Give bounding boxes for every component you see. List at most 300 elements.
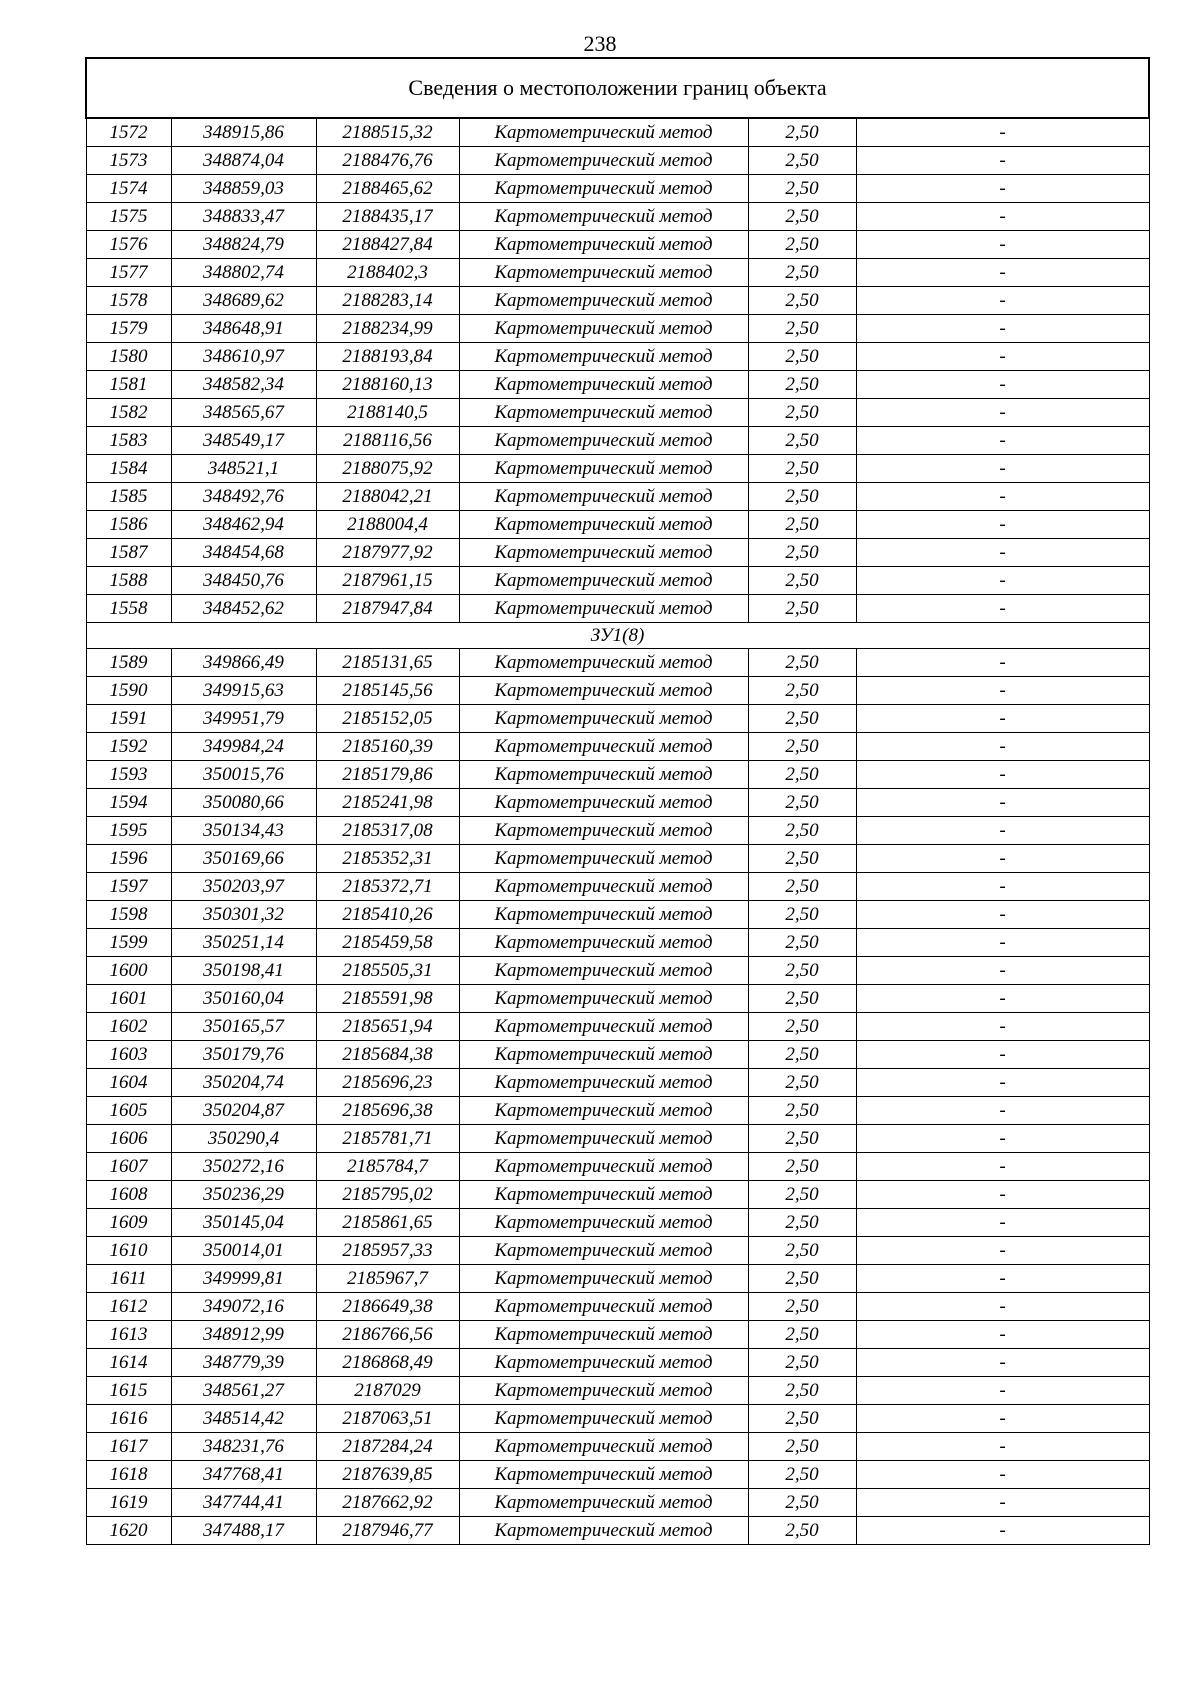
- x-coordinate-cell: 349951,79: [171, 705, 316, 733]
- method-cell: Картометрический метод: [459, 1349, 748, 1377]
- point-number-cell: 1572: [86, 118, 171, 147]
- accuracy-cell: 2,50: [748, 845, 856, 873]
- x-coordinate-cell: 347488,17: [171, 1517, 316, 1545]
- description-cell: -: [856, 1405, 1149, 1433]
- x-coordinate-cell: 350169,66: [171, 845, 316, 873]
- y-coordinate-cell: 2188140,5: [316, 399, 459, 427]
- y-coordinate-cell: 2185957,33: [316, 1237, 459, 1265]
- accuracy-cell: 2,50: [748, 1209, 856, 1237]
- accuracy-cell: 2,50: [748, 761, 856, 789]
- x-coordinate-cell: 348450,76: [171, 567, 316, 595]
- point-number-cell: 1584: [86, 455, 171, 483]
- x-coordinate-cell: 348565,67: [171, 399, 316, 427]
- method-cell: Картометрический метод: [459, 259, 748, 287]
- table-row: [86, 789, 1149, 817]
- description-cell: -: [856, 1041, 1149, 1069]
- accuracy-cell: 2,50: [748, 259, 856, 287]
- y-coordinate-cell: 2188283,14: [316, 287, 459, 315]
- point-number-cell: 1574: [86, 175, 171, 203]
- y-coordinate-cell: 2188160,13: [316, 371, 459, 399]
- description-cell: -: [856, 845, 1149, 873]
- description-cell: -: [856, 343, 1149, 371]
- x-coordinate-cell: 347768,41: [171, 1461, 316, 1489]
- accuracy-cell: 2,50: [748, 1097, 856, 1125]
- accuracy-cell: 2,50: [748, 817, 856, 845]
- y-coordinate-cell: 2185372,71: [316, 873, 459, 901]
- description-cell: -: [856, 789, 1149, 817]
- description-cell: -: [856, 1265, 1149, 1293]
- description-cell: -: [856, 1069, 1149, 1097]
- accuracy-cell: 2,50: [748, 873, 856, 901]
- point-number-cell: 1589: [86, 649, 171, 677]
- accuracy-cell: 2,50: [748, 315, 856, 343]
- x-coordinate-cell: 348689,62: [171, 287, 316, 315]
- accuracy-cell: 2,50: [748, 1517, 856, 1545]
- accuracy-cell: 2,50: [748, 1265, 856, 1293]
- table-row: [86, 649, 1149, 677]
- x-coordinate-cell: 350145,04: [171, 1209, 316, 1237]
- point-number-cell: 1578: [86, 287, 171, 315]
- point-number-cell: 1573: [86, 147, 171, 175]
- x-coordinate-cell: 348452,62: [171, 595, 316, 623]
- x-coordinate-cell: 347744,41: [171, 1489, 316, 1517]
- method-cell: Картометрический метод: [459, 203, 748, 231]
- accuracy-cell: 2,50: [748, 203, 856, 231]
- description-cell: -: [856, 1377, 1149, 1405]
- accuracy-cell: 2,50: [748, 1489, 856, 1517]
- y-coordinate-cell: 2188465,62: [316, 175, 459, 203]
- description-cell: -: [856, 761, 1149, 789]
- method-cell: Картометрический метод: [459, 1489, 748, 1517]
- y-coordinate-cell: 2185152,05: [316, 705, 459, 733]
- method-cell: Картометрический метод: [459, 1405, 748, 1433]
- method-cell: Картометрический метод: [459, 1461, 748, 1489]
- x-coordinate-cell: 348912,99: [171, 1321, 316, 1349]
- x-coordinate-cell: 350290,4: [171, 1125, 316, 1153]
- point-number-cell: 1620: [86, 1517, 171, 1545]
- method-cell: Картометрический метод: [459, 1097, 748, 1125]
- method-cell: Картометрический метод: [459, 539, 748, 567]
- table-row: [86, 845, 1149, 873]
- method-cell: Картометрический метод: [459, 957, 748, 985]
- point-number-cell: 1613: [86, 1321, 171, 1349]
- x-coordinate-cell: 350301,32: [171, 901, 316, 929]
- x-coordinate-cell: 348859,03: [171, 175, 316, 203]
- x-coordinate-cell: 350160,04: [171, 985, 316, 1013]
- table-row: [86, 455, 1149, 483]
- method-cell: Картометрический метод: [459, 1265, 748, 1293]
- table-row: [86, 1013, 1149, 1041]
- y-coordinate-cell: 2185684,38: [316, 1041, 459, 1069]
- description-cell: -: [856, 483, 1149, 511]
- y-coordinate-cell: 2188515,32: [316, 118, 459, 147]
- point-number-cell: 1611: [86, 1265, 171, 1293]
- table-title: Сведения о местоположении границ объекта: [86, 58, 1149, 118]
- table-row: [86, 1517, 1149, 1545]
- method-cell: Картометрический метод: [459, 1377, 748, 1405]
- x-coordinate-cell: 348454,68: [171, 539, 316, 567]
- point-number-cell: 1596: [86, 845, 171, 873]
- x-coordinate-cell: 350251,14: [171, 929, 316, 957]
- method-cell: Картометрический метод: [459, 1013, 748, 1041]
- table-row: [86, 1433, 1149, 1461]
- x-coordinate-cell: 348779,39: [171, 1349, 316, 1377]
- method-cell: Картометрический метод: [459, 343, 748, 371]
- x-coordinate-cell: 350015,76: [171, 761, 316, 789]
- point-number-cell: 1583: [86, 427, 171, 455]
- x-coordinate-cell: 348549,17: [171, 427, 316, 455]
- table-row: [86, 957, 1149, 985]
- description-cell: -: [856, 371, 1149, 399]
- table-row: [86, 567, 1149, 595]
- description-cell: -: [856, 567, 1149, 595]
- y-coordinate-cell: 2188193,84: [316, 343, 459, 371]
- point-number-cell: 1585: [86, 483, 171, 511]
- description-cell: -: [856, 399, 1149, 427]
- accuracy-cell: 2,50: [748, 1321, 856, 1349]
- accuracy-cell: 2,50: [748, 1433, 856, 1461]
- y-coordinate-cell: 2188042,21: [316, 483, 459, 511]
- description-cell: -: [856, 1293, 1149, 1321]
- y-coordinate-cell: 2185352,31: [316, 845, 459, 873]
- accuracy-cell: 2,50: [748, 1377, 856, 1405]
- point-number-cell: 1594: [86, 789, 171, 817]
- table-row: [86, 1265, 1149, 1293]
- x-coordinate-cell: 350203,97: [171, 873, 316, 901]
- description-cell: -: [856, 1125, 1149, 1153]
- accuracy-cell: 2,50: [748, 371, 856, 399]
- x-coordinate-cell: 350198,41: [171, 957, 316, 985]
- point-number-cell: 1600: [86, 957, 171, 985]
- y-coordinate-cell: 2187063,51: [316, 1405, 459, 1433]
- point-number-cell: 1579: [86, 315, 171, 343]
- point-number-cell: 1580: [86, 343, 171, 371]
- description-cell: -: [856, 455, 1149, 483]
- y-coordinate-cell: 2185241,98: [316, 789, 459, 817]
- x-coordinate-cell: 348231,76: [171, 1433, 316, 1461]
- accuracy-cell: 2,50: [748, 567, 856, 595]
- point-number-cell: 1606: [86, 1125, 171, 1153]
- point-number-cell: 1609: [86, 1209, 171, 1237]
- x-coordinate-cell: 350236,29: [171, 1181, 316, 1209]
- method-cell: Картометрический метод: [459, 1209, 748, 1237]
- description-cell: -: [856, 511, 1149, 539]
- table-row: [86, 539, 1149, 567]
- accuracy-cell: 2,50: [748, 427, 856, 455]
- point-number-cell: 1604: [86, 1069, 171, 1097]
- x-coordinate-cell: 350179,76: [171, 1041, 316, 1069]
- y-coordinate-cell: 2185317,08: [316, 817, 459, 845]
- description-cell: -: [856, 705, 1149, 733]
- table-row: [86, 427, 1149, 455]
- point-number-cell: 1592: [86, 733, 171, 761]
- accuracy-cell: 2,50: [748, 957, 856, 985]
- method-cell: Картометрический метод: [459, 1293, 748, 1321]
- point-number-cell: 1618: [86, 1461, 171, 1489]
- description-cell: -: [856, 1209, 1149, 1237]
- y-coordinate-cell: 2185967,7: [316, 1265, 459, 1293]
- point-number-cell: 1603: [86, 1041, 171, 1069]
- section-header-row: [86, 623, 1149, 649]
- description-cell: -: [856, 175, 1149, 203]
- x-coordinate-cell: 348492,76: [171, 483, 316, 511]
- point-number-cell: 1575: [86, 203, 171, 231]
- point-number-cell: 1602: [86, 1013, 171, 1041]
- x-coordinate-cell: 350204,74: [171, 1069, 316, 1097]
- method-cell: Картометрический метод: [459, 399, 748, 427]
- description-cell: -: [856, 147, 1149, 175]
- accuracy-cell: 2,50: [748, 901, 856, 929]
- y-coordinate-cell: 2188435,17: [316, 203, 459, 231]
- method-cell: Картометрический метод: [459, 287, 748, 315]
- accuracy-cell: 2,50: [748, 1349, 856, 1377]
- table-row: [86, 371, 1149, 399]
- x-coordinate-cell: 349866,49: [171, 649, 316, 677]
- x-coordinate-cell: 350014,01: [171, 1237, 316, 1265]
- x-coordinate-cell: 348802,74: [171, 259, 316, 287]
- table-row: [86, 231, 1149, 259]
- page-number: 238: [583, 31, 617, 56]
- accuracy-cell: 2,50: [748, 789, 856, 817]
- description-cell: -: [856, 873, 1149, 901]
- method-cell: Картометрический метод: [459, 677, 748, 705]
- table-row: [86, 705, 1149, 733]
- method-cell: Картометрический метод: [459, 483, 748, 511]
- y-coordinate-cell: 2185696,38: [316, 1097, 459, 1125]
- method-cell: Картометрический метод: [459, 789, 748, 817]
- table-row: [86, 118, 1149, 147]
- x-coordinate-cell: 348833,47: [171, 203, 316, 231]
- table-row: [86, 595, 1149, 623]
- table-row: [86, 287, 1149, 315]
- point-number-cell: 1587: [86, 539, 171, 567]
- table-title-row: [86, 58, 1149, 118]
- accuracy-cell: 2,50: [748, 1181, 856, 1209]
- point-number-cell: 1586: [86, 511, 171, 539]
- x-coordinate-cell: 348514,42: [171, 1405, 316, 1433]
- description-cell: -: [856, 817, 1149, 845]
- description-cell: -: [856, 649, 1149, 677]
- y-coordinate-cell: 2186649,38: [316, 1293, 459, 1321]
- method-cell: Картометрический метод: [459, 595, 748, 623]
- y-coordinate-cell: 2185179,86: [316, 761, 459, 789]
- x-coordinate-cell: 348824,79: [171, 231, 316, 259]
- point-number-cell: 1581: [86, 371, 171, 399]
- x-coordinate-cell: 348648,91: [171, 315, 316, 343]
- description-cell: -: [856, 1097, 1149, 1125]
- method-cell: Картометрический метод: [459, 901, 748, 929]
- x-coordinate-cell: 350080,66: [171, 789, 316, 817]
- y-coordinate-cell: 2185651,94: [316, 1013, 459, 1041]
- x-coordinate-cell: 348610,97: [171, 343, 316, 371]
- point-number-cell: 1601: [86, 985, 171, 1013]
- point-number-cell: 1598: [86, 901, 171, 929]
- y-coordinate-cell: 2187947,84: [316, 595, 459, 623]
- method-cell: Картометрический метод: [459, 315, 748, 343]
- y-coordinate-cell: 2188116,56: [316, 427, 459, 455]
- description-cell: -: [856, 118, 1149, 147]
- y-coordinate-cell: 2186766,56: [316, 1321, 459, 1349]
- table-row: [86, 1461, 1149, 1489]
- table-row: [86, 1153, 1149, 1181]
- accuracy-cell: 2,50: [748, 649, 856, 677]
- accuracy-cell: 2,50: [748, 175, 856, 203]
- y-coordinate-cell: 2187946,77: [316, 1517, 459, 1545]
- accuracy-cell: 2,50: [748, 1069, 856, 1097]
- method-cell: Картометрический метод: [459, 873, 748, 901]
- method-cell: Картометрический метод: [459, 985, 748, 1013]
- x-coordinate-cell: 348521,1: [171, 455, 316, 483]
- point-number-cell: 1616: [86, 1405, 171, 1433]
- point-number-cell: 1614: [86, 1349, 171, 1377]
- accuracy-cell: 2,50: [748, 1153, 856, 1181]
- accuracy-cell: 2,50: [748, 1013, 856, 1041]
- method-cell: Картометрический метод: [459, 1041, 748, 1069]
- y-coordinate-cell: 2185696,23: [316, 1069, 459, 1097]
- y-coordinate-cell: 2185160,39: [316, 733, 459, 761]
- point-number-cell: 1582: [86, 399, 171, 427]
- x-coordinate-cell: 348462,94: [171, 511, 316, 539]
- x-coordinate-cell: 349984,24: [171, 733, 316, 761]
- description-cell: -: [856, 1321, 1149, 1349]
- method-cell: Картометрический метод: [459, 705, 748, 733]
- y-coordinate-cell: 2188427,84: [316, 231, 459, 259]
- point-number-cell: 1605: [86, 1097, 171, 1125]
- description-cell: -: [856, 1237, 1149, 1265]
- accuracy-cell: 2,50: [748, 705, 856, 733]
- point-number-cell: 1607: [86, 1153, 171, 1181]
- description-cell: -: [856, 1153, 1149, 1181]
- description-cell: -: [856, 259, 1149, 287]
- x-coordinate-cell: 349999,81: [171, 1265, 316, 1293]
- table-row: [86, 1041, 1149, 1069]
- method-cell: Картометрический метод: [459, 817, 748, 845]
- point-number-cell: 1577: [86, 259, 171, 287]
- point-number-cell: 1615: [86, 1377, 171, 1405]
- y-coordinate-cell: 2187284,24: [316, 1433, 459, 1461]
- x-coordinate-cell: 350204,87: [171, 1097, 316, 1125]
- method-cell: Картометрический метод: [459, 1153, 748, 1181]
- point-number-cell: 1576: [86, 231, 171, 259]
- method-cell: Картометрический метод: [459, 1433, 748, 1461]
- table-row: [86, 343, 1149, 371]
- description-cell: -: [856, 539, 1149, 567]
- accuracy-cell: 2,50: [748, 455, 856, 483]
- description-cell: -: [856, 203, 1149, 231]
- method-cell: Картометрический метод: [459, 845, 748, 873]
- point-number-cell: 1608: [86, 1181, 171, 1209]
- point-number-cell: 1610: [86, 1237, 171, 1265]
- y-coordinate-cell: 2188402,3: [316, 259, 459, 287]
- point-number-cell: 1597: [86, 873, 171, 901]
- table-row: [86, 929, 1149, 957]
- method-cell: Картометрический метод: [459, 147, 748, 175]
- table-row: [86, 259, 1149, 287]
- method-cell: Картометрический метод: [459, 761, 748, 789]
- description-cell: -: [856, 287, 1149, 315]
- point-number-cell: 1612: [86, 1293, 171, 1321]
- y-coordinate-cell: 2187029: [316, 1377, 459, 1405]
- x-coordinate-cell: 350272,16: [171, 1153, 316, 1181]
- accuracy-cell: 2,50: [748, 483, 856, 511]
- point-number-cell: 1593: [86, 761, 171, 789]
- y-coordinate-cell: 2185145,56: [316, 677, 459, 705]
- table-row: [86, 1209, 1149, 1237]
- point-number-cell: 1591: [86, 705, 171, 733]
- accuracy-cell: 2,50: [748, 1041, 856, 1069]
- method-cell: Картометрический метод: [459, 733, 748, 761]
- y-coordinate-cell: 2185410,26: [316, 901, 459, 929]
- description-cell: -: [856, 957, 1149, 985]
- y-coordinate-cell: 2185505,31: [316, 957, 459, 985]
- table-row: [86, 985, 1149, 1013]
- table-row: [86, 1321, 1149, 1349]
- table-row: [86, 175, 1149, 203]
- table-row: [86, 1377, 1149, 1405]
- method-cell: Картометрический метод: [459, 231, 748, 259]
- x-coordinate-cell: 348915,86: [171, 118, 316, 147]
- description-cell: -: [856, 1433, 1149, 1461]
- method-cell: Картометрический метод: [459, 929, 748, 957]
- y-coordinate-cell: 2185795,02: [316, 1181, 459, 1209]
- table-row: [86, 399, 1149, 427]
- y-coordinate-cell: 2188004,4: [316, 511, 459, 539]
- table-row: [86, 1097, 1149, 1125]
- table-row: [86, 483, 1149, 511]
- table-row: [86, 1293, 1149, 1321]
- accuracy-cell: 2,50: [748, 595, 856, 623]
- method-cell: Картометрический метод: [459, 1125, 748, 1153]
- method-cell: Картометрический метод: [459, 427, 748, 455]
- y-coordinate-cell: 2185131,65: [316, 649, 459, 677]
- point-number-cell: 1590: [86, 677, 171, 705]
- x-coordinate-cell: 350165,57: [171, 1013, 316, 1041]
- table-row: [86, 1181, 1149, 1209]
- boundary-coordinates-table: [85, 57, 1150, 1545]
- table-row: [86, 1349, 1149, 1377]
- method-cell: Картометрический метод: [459, 1517, 748, 1545]
- y-coordinate-cell: 2185784,7: [316, 1153, 459, 1181]
- x-coordinate-cell: 349915,63: [171, 677, 316, 705]
- description-cell: -: [856, 1181, 1149, 1209]
- y-coordinate-cell: 2187639,85: [316, 1461, 459, 1489]
- point-number-cell: 1617: [86, 1433, 171, 1461]
- table-row: [86, 817, 1149, 845]
- description-cell: -: [856, 595, 1149, 623]
- table-row: [86, 733, 1149, 761]
- point-number-cell: 1588: [86, 567, 171, 595]
- table-row: [86, 901, 1149, 929]
- description-cell: -: [856, 1461, 1149, 1489]
- table-body: [86, 58, 1149, 1545]
- description-cell: -: [856, 1489, 1149, 1517]
- y-coordinate-cell: 2187961,15: [316, 567, 459, 595]
- accuracy-cell: 2,50: [748, 1405, 856, 1433]
- description-cell: -: [856, 985, 1149, 1013]
- accuracy-cell: 2,50: [748, 231, 856, 259]
- point-number-cell: 1595: [86, 817, 171, 845]
- description-cell: -: [856, 677, 1149, 705]
- accuracy-cell: 2,50: [748, 1125, 856, 1153]
- point-number-cell: 1558: [86, 595, 171, 623]
- accuracy-cell: 2,50: [748, 1461, 856, 1489]
- x-coordinate-cell: 348582,34: [171, 371, 316, 399]
- y-coordinate-cell: 2188234,99: [316, 315, 459, 343]
- accuracy-cell: 2,50: [748, 511, 856, 539]
- y-coordinate-cell: 2187977,92: [316, 539, 459, 567]
- method-cell: Картометрический метод: [459, 511, 748, 539]
- x-coordinate-cell: 349072,16: [171, 1293, 316, 1321]
